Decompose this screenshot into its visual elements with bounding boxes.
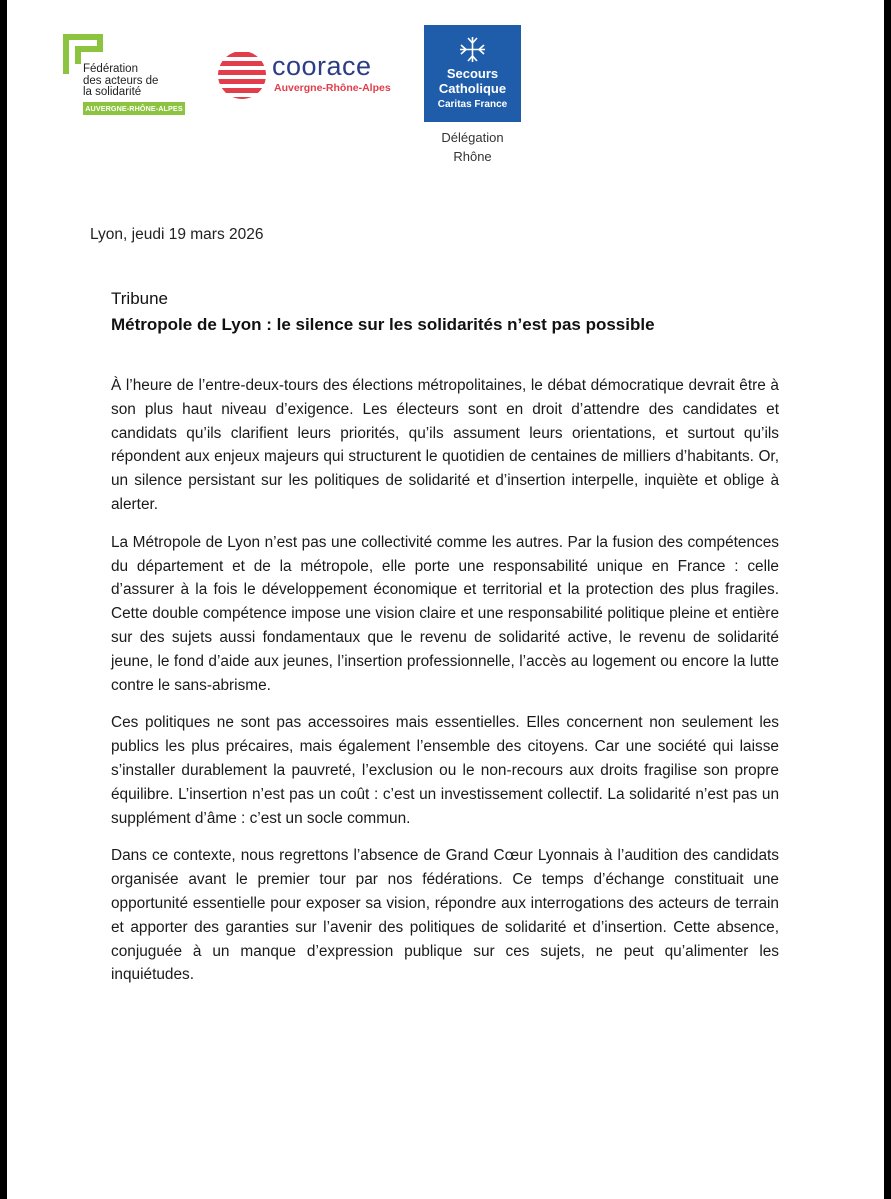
paragraph: Dans ce contexte, nous regrettons l’absence de Grand Cœur Lyonnais à l’audition des candidats organisée avant le premier tour par nos fédérations. Ce temps d’échange constituait une opportunité essentielle pour exposer sa vision, répondre aux interrogations des acteurs de terrain et apporter des garanties sur l’avenir des politiques de solidarité et d’insertion. Cette absence, conjuguée à un manque d’expression publique sur ces sujets, ne peut qu’alimenter les inquiétudes.	[111, 847, 779, 984]
delegation-line: Rhône	[453, 149, 492, 164]
federation-name-line: la solidarité	[83, 86, 142, 98]
tribune-label: Tribune	[111, 289, 169, 308]
coorace-logo-mark-icon	[217, 50, 267, 100]
delegation-line: Délégation	[441, 130, 504, 145]
federation-name	[83, 64, 203, 99]
coorace-name: coorace	[272, 51, 372, 81]
secours-line: Secours	[446, 66, 499, 81]
federation-name-line: des acteurs de	[83, 74, 159, 87]
paragraph: À l’heure de l’entre-deux-tours des élections métropolitaines, le débat démocratique devrait être à son plus haut niveau d’exigence. Les électeurs sont en droit d’attendre des candidates et candidats qu’ils clarifient leurs priorités, qu’ils assument leurs orientations, et surtout qu’ils répondent aux enjeux majeurs qui structurent le quotidien de centaines de milliers d’habitants. Or, un silence persistant sur les politiques de solidarité et d’insertion interpelle, inquiète et oblige à alerter.	[111, 377, 779, 513]
federation-name-line: Fédération	[83, 63, 138, 75]
paragraph: Ces politiques ne sont pas accessoires mais essentielles. Elles concernent non seulement les publics les plus précaires, mais également l’ensemble des citoyens. Car une société qui laisse s’installer durablement la pauvreté, l’exclusion ou le non-recours aux droits fragilise son propre équilibre. L’insertion n’est pas un coût : c’est un investissement collectif. La solidarité n’est pas un supplément d’âme : c’est un socle commun.	[111, 714, 779, 827]
federation-logo	[63, 34, 198, 118]
federation-region: AUVERGNE-RHÔNE-ALPES	[83, 102, 185, 115]
delegation-caption	[424, 128, 521, 166]
coorace-logo	[217, 50, 407, 102]
document-page	[7, 0, 884, 1199]
secours-catholique-logo	[424, 25, 521, 122]
caritas-line: Caritas France	[437, 99, 508, 110]
cross-icon	[458, 35, 487, 64]
catholique-line: Catholique	[438, 81, 507, 96]
article-body	[111, 374, 779, 1001]
page-title: Métropole de Lyon : le silence sur les solidarités n’est pas possible	[111, 315, 655, 334]
paragraph: La Métropole de Lyon n’est pas une collectivité comme les autres. Par la fusion des compétences du département et de la métropole, elle porte une responsabilité unique en France : celle d’assurer à la fois le développement économique et territorial et la protection des plus fragiles. Cette double compétence impose une vision claire et une responsabilité politique pleine et entière sur des sujets aussi fondamentaux que le revenu de solidarité active, le revenu de solidarité jeune, le fond d’aide aux jeunes, l’insertion professionnelle, l’accès au logement ou encore la lutte contre le sans-abrisme.	[111, 533, 779, 694]
dateline: Lyon, jeudi 19 mars 2026	[90, 226, 264, 243]
coorace-region: Auvergne-Rhône-Alpes	[274, 82, 391, 94]
